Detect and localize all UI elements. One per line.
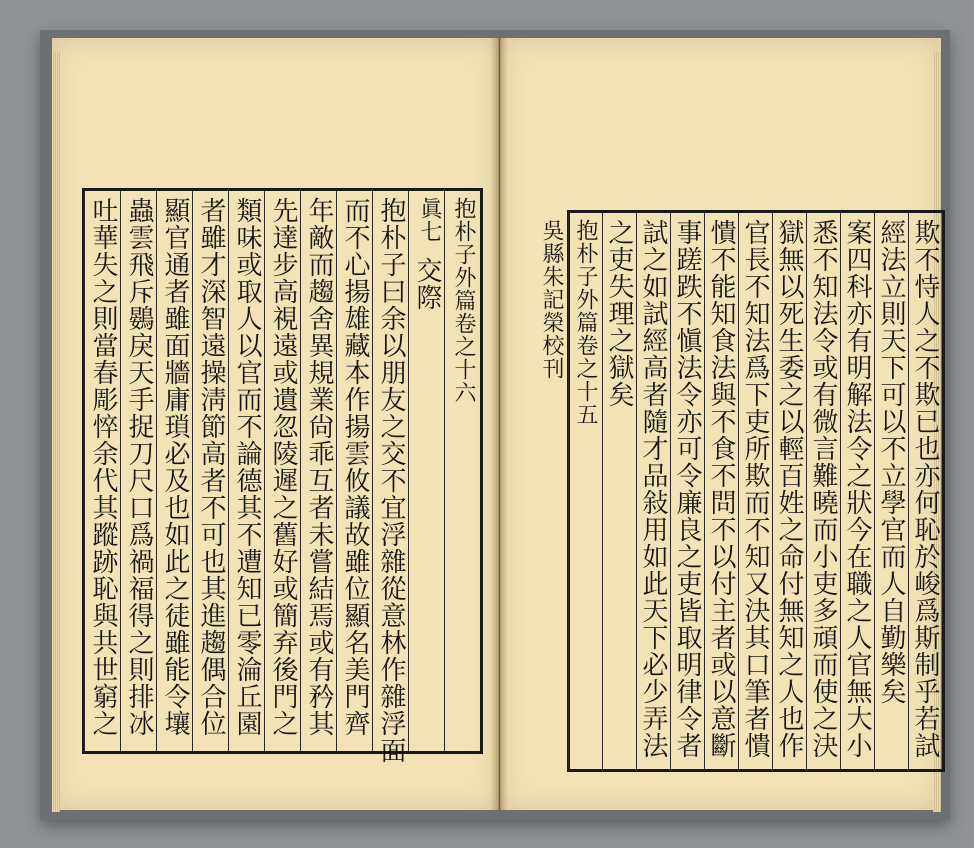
column-text: 官長不知法爲下吏所欺而不知又決其口筆者憒 <box>740 219 770 759</box>
column-text: 之吏失理之獄矣 <box>604 219 634 408</box>
text-column <box>602 213 636 769</box>
text-column <box>636 213 670 769</box>
column-text: 者雖才深智遠操淸節高者不可也其進趨偶合位 <box>196 197 226 737</box>
text-column <box>300 191 336 751</box>
text-column <box>336 191 372 751</box>
text-column <box>228 191 264 751</box>
left-page-edge <box>52 52 60 812</box>
right-page <box>500 38 941 810</box>
column-text: 抱朴子外篇卷之十五 <box>573 219 598 426</box>
book-fold <box>490 38 508 810</box>
text-column <box>156 191 192 751</box>
text-column <box>372 191 408 764</box>
text-column <box>192 191 228 751</box>
text-column <box>120 191 156 751</box>
text-column <box>539 213 602 769</box>
text-column <box>670 213 704 769</box>
text-column <box>908 213 942 769</box>
column-text: 抱朴子曰余以朋友之交不宜浮雜從意林作雜浮面 <box>376 197 406 764</box>
column-text: 憒不能知食法與不食不問不以付主者或以意斷 <box>706 219 736 759</box>
column-text: 年敵而趨舍異規業尙乖互者未嘗結焉或有矜其 <box>304 197 334 737</box>
column-footer-text: 吳縣朱記榮校刊 <box>539 219 564 380</box>
column-text: 欺不恃人之不欺已也亦何恥於峻爲斯制乎若試 <box>910 219 940 759</box>
text-column <box>264 191 300 751</box>
left-page <box>52 38 499 810</box>
column-text: 事蹉跌不愼法令亦可令廉良之吏皆取明律令者 <box>672 219 702 759</box>
text-column <box>806 213 840 769</box>
column-text: 悉不知法令或有微言難曉而小吏多頑而使之決 <box>808 219 838 759</box>
column-text: 先達步高視遠或遺忽陵遲之舊好或簡弃後門之 <box>268 197 298 737</box>
text-column <box>772 213 806 769</box>
column-text: 試之如試經高者隨才品敍用如此天下必少弄法 <box>638 219 668 759</box>
column-footer-text: 眞七 <box>417 197 442 243</box>
text-column <box>738 213 772 769</box>
column-text: 而不心揚雄藏本作揚雲攸議故雖位顯名美門齊 <box>340 197 370 737</box>
left-text-frame <box>82 188 483 764</box>
open-book <box>40 30 950 820</box>
column-text: 顯官通者雖面牆庸瑣必及也如此之徒雖能令壤 <box>160 197 190 737</box>
text-column <box>840 213 874 769</box>
column-text: 蟲雲飛斥鷃戾天手捉刀尺口爲禍福得之則排冰 <box>124 197 154 737</box>
column-text: 案四科亦有明解法令之狀今在職之人官無大小 <box>842 219 872 759</box>
text-column <box>408 191 444 751</box>
column-text: 吐華失之則當春彫悴余代其蹤跡恥與共世窮之 <box>88 197 118 737</box>
column-text: 經法立則天下可以不立學官而人自勤樂矣 <box>876 219 906 705</box>
column-text: 交際 <box>412 257 442 311</box>
text-column <box>84 191 120 751</box>
right-text-frame <box>539 210 945 772</box>
column-text: 類味或取人以官而不論德其不遭知已零淪丘園 <box>232 197 262 737</box>
text-column <box>704 213 738 769</box>
column-text: 抱朴子外篇卷之十六 <box>451 197 476 404</box>
text-column <box>874 213 908 769</box>
column-text: 獄無以死生委之以輕百姓之命付無知之人也作 <box>774 219 804 759</box>
